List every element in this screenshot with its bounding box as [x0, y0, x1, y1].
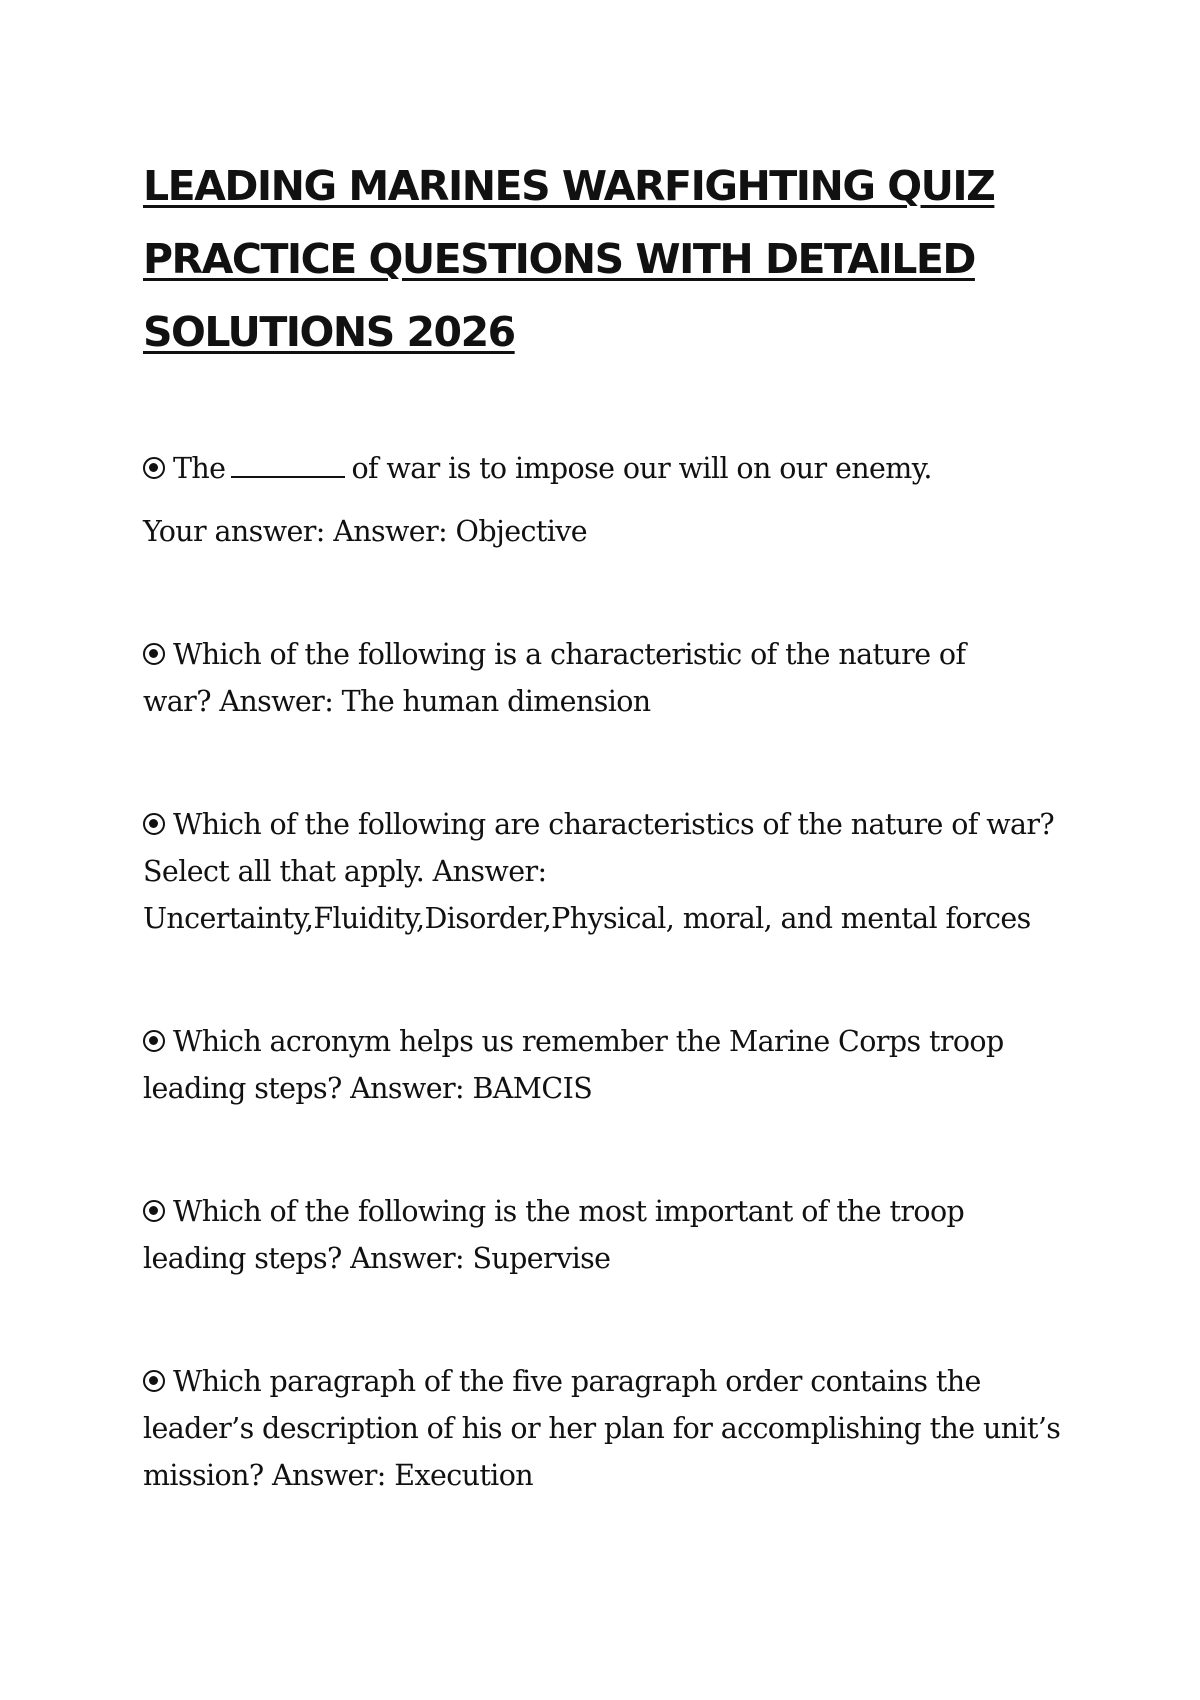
question-item-6 — [143, 1358, 1068, 1499]
radio-bullet-icon — [143, 1370, 165, 1392]
question-1-answer: Your answer: Answer: Objective — [143, 515, 587, 548]
radio-bullet-icon — [143, 643, 165, 665]
question-item-1 — [143, 445, 1023, 555]
question-item-4 — [143, 1018, 1023, 1112]
fill-in-blank — [231, 452, 345, 478]
title-line-1: LEADING MARINES WARFIGHTING QUIZ — [143, 162, 995, 210]
title-line-2: PRACTICE QUESTIONS WITH DETAILED — [143, 235, 975, 283]
question-item-2 — [143, 631, 1023, 725]
question-2-text: Which of the following is a characteristic of the nature of war? Answer: The human dimension — [143, 638, 966, 718]
radio-bullet-icon — [143, 1200, 165, 1222]
radio-bullet-icon — [143, 457, 165, 479]
question-1-suffix: of war is to impose our will on our enemy. — [351, 452, 932, 485]
document-page — [143, 150, 1073, 1499]
question-3-text: Which of the following are characteristics of the nature of war? Select all that apply. Answer: Uncertainty,Fluidity,Disorder,Physical, moral, and mental forces — [143, 808, 1055, 935]
question-item-5 — [143, 1188, 1068, 1282]
question-item-3 — [143, 801, 1068, 942]
question-5-text: Which of the following is the most important of the troop leading steps? Answer: Supervise — [143, 1195, 965, 1275]
question-1-prefix: The — [173, 452, 226, 485]
title-line-3: SOLUTIONS 2026 — [143, 308, 515, 356]
document-title — [143, 150, 1073, 369]
radio-bullet-icon — [143, 813, 165, 835]
question-list — [143, 445, 1073, 1499]
question-4-text: Which acronym helps us remember the Marine Corps troop leading steps? Answer: BAMCIS — [143, 1025, 1004, 1105]
question-6-text: Which paragraph of the five paragraph order contains the leader’s description of his or her plan for accomplishing the unit’s mission? Answer: Execution — [143, 1365, 1061, 1492]
radio-bullet-icon — [143, 1030, 165, 1052]
